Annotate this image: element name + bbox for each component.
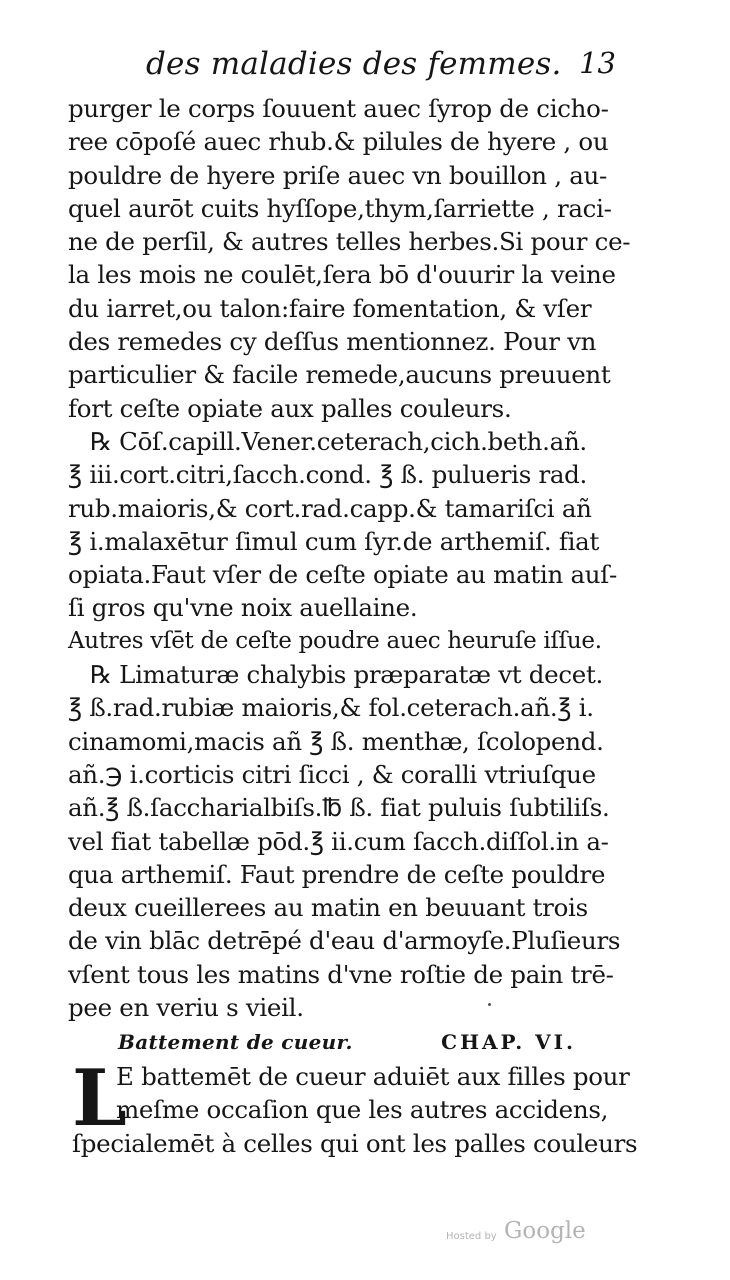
ink-speck bbox=[488, 1003, 491, 1006]
recipe-line: rub.maioris,& cort.rad.capp.& tamariſci añ bbox=[68, 493, 592, 523]
chapter-lines bbox=[72, 1060, 638, 1160]
text-line: du iarret,ou talon:faire fomentation, & vſer bbox=[68, 293, 592, 323]
running-head bbox=[146, 46, 616, 90]
text-line: meſme occaſion que les autres accidens, bbox=[116, 1095, 609, 1125]
text-line: ſi gros qu'vne noix auellaine. bbox=[68, 593, 418, 623]
recipe-line: añ.℥ ß.ſaccharialbiſs.℔ ß. fiat puluis ſubtiliſs. bbox=[68, 793, 610, 823]
text-line: ſpecialemēt à celles qui ont les palles couleurs bbox=[72, 1128, 638, 1158]
text-line: fort ceſte opiate aux palles couleurs. bbox=[68, 393, 512, 423]
text-line: quel aurōt cuits hyſſope,thym,ſarriette , raci- bbox=[68, 193, 612, 223]
text-line: deux cueillerees au matin en beuuant trois bbox=[68, 893, 588, 923]
text-line: pee en veriu s vieil. bbox=[68, 993, 304, 1023]
text-line: particulier & facile remede,aucuns preuuent bbox=[68, 360, 611, 390]
recipe-line: ℥ iii.cort.citri,ſacch.cond. ℥ ß. pulueris rad. bbox=[68, 460, 588, 490]
body-text bbox=[68, 92, 631, 1024]
recipe-line: cinamomi,macis añ ℥ ß. menthæ, ſcolopend. bbox=[68, 726, 604, 756]
recipe-line: ℞ Limaturæ chalybis præparatæ vt decet. bbox=[90, 660, 604, 690]
drop-cap: L bbox=[72, 1053, 127, 1144]
watermark-label: Hosted by bbox=[446, 1231, 497, 1242]
text-line: vſent tous les matins d'vne roſtie de pain trē- bbox=[68, 959, 614, 989]
recipe-line: ℞ Cōſ.capill.Vener.ceterach,cich.beth.añ. bbox=[90, 426, 587, 456]
text-line: qua arthemiſ. Faut prendre de ceſte pouldre bbox=[68, 859, 606, 889]
text-line: opiata.Faut vſer de ceſte opiate au matin auſ- bbox=[68, 560, 617, 590]
text-line: des remedes cy deſſus mentionnez. Pour vn bbox=[68, 327, 597, 357]
chapter-number: CHAP. VI. bbox=[441, 1030, 576, 1054]
text-line: la les mois ne coulēt,ſera bō d'ouurir la veine bbox=[68, 260, 616, 290]
recipe-line: añ.℈ i.corticis citri ſicci , & coralli vtriuſque bbox=[68, 759, 596, 789]
scan-watermark bbox=[446, 1218, 606, 1248]
watermark-logo: Google bbox=[504, 1218, 586, 1244]
recipe-line: vel fiat tabellæ pōd.℥ ii.cum ſacch.diſſol.in a- bbox=[68, 826, 609, 856]
recipe-line: ℥ ß.rad.rubiæ maioris,& fol.ceterach.añ.℥ i. bbox=[68, 693, 594, 723]
text-line: ne de perſil, & autres telles herbes.Si pour ce- bbox=[68, 227, 631, 257]
text-line: E battemēt de cueur aduiēt aux filles pour bbox=[116, 1062, 630, 1091]
text-line: purger le corps ſouuent auec ſyrop de cicho- bbox=[68, 94, 609, 123]
text-line: Autres vſēt de ceſte poudre auec heuruſe iſſue. bbox=[68, 627, 602, 654]
text-line: de vin blāc detrēpé d'eau d'armoyſe.Pluſieurs bbox=[68, 926, 621, 956]
page-number: 13 bbox=[579, 46, 616, 80]
recipe-line: ℥ i.malaxētur ſimul cum ſyr.de arthemiſ. fiat bbox=[68, 526, 600, 556]
text-line: ree cōpoſé auec rhub.& pilules de hyere , ou bbox=[68, 127, 609, 157]
running-title: des maladies des femmes. bbox=[146, 46, 562, 82]
text-line: pouldre de hyere priſe auec vn bouillon , au- bbox=[68, 160, 607, 190]
chapter-topic: Battement de cueur. bbox=[118, 1030, 353, 1054]
chapter-heading bbox=[118, 1030, 576, 1060]
